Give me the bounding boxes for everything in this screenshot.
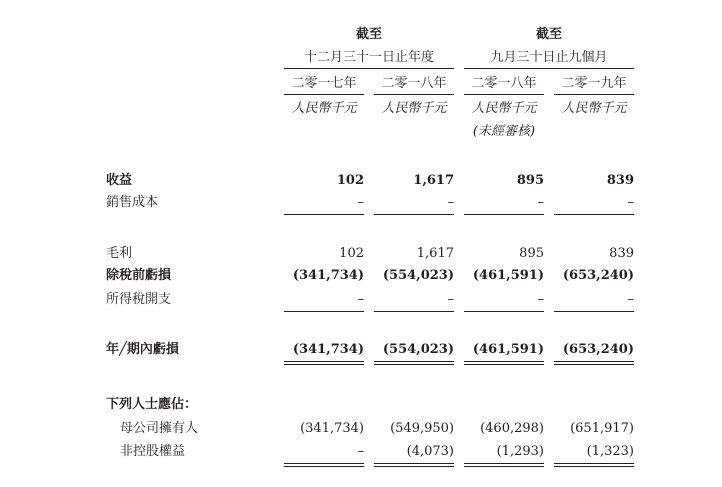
cell-owners-2017: (341,734) — [300, 421, 364, 436]
total-double-rule — [284, 463, 364, 464]
unit-label: 人民幣千元 — [471, 101, 537, 116]
total-double-rule — [554, 361, 634, 362]
subtotal-rule — [374, 214, 454, 215]
total-double-rule — [464, 463, 544, 464]
subtotal-rule — [464, 214, 544, 215]
row-label-income-tax: 所得稅開支 — [106, 292, 172, 307]
total-double-rule — [284, 466, 364, 467]
cell-revenue-2018: 1,617 — [413, 173, 454, 188]
cell-nci-2018: (4,073) — [406, 444, 454, 459]
cell-revenue-2018-9m: 895 — [516, 173, 544, 188]
row-label-non-controlling: 非控股權益 — [120, 444, 186, 459]
cell-gp-2018: 1,617 — [416, 246, 454, 261]
unit-label: 人民幣千元 — [381, 101, 447, 116]
total-double-rule — [464, 364, 544, 365]
total-double-rule — [374, 364, 454, 365]
cell-lbt-2017: (341,734) — [292, 268, 364, 283]
cell-tax-2017: – — [357, 292, 364, 307]
col-header-2019-9m: 二零一九年 — [561, 76, 627, 91]
group1-rule — [284, 68, 454, 69]
row-label-gross-profit: 毛利 — [106, 246, 133, 261]
total-double-rule — [554, 364, 634, 365]
cell-gp-2019-9m: 839 — [609, 246, 634, 261]
total-double-rule — [554, 463, 634, 464]
row-label-owners-of-parent: 母公司擁有人 — [120, 421, 199, 436]
group1-header-line2: 十二月三十一日止年度 — [303, 50, 434, 65]
cell-tax-2018-9m: – — [537, 292, 544, 307]
col-header-2018: 二零一八年 — [381, 76, 447, 91]
total-double-rule — [554, 466, 634, 467]
cell-revenue-2019-9m: 839 — [606, 173, 634, 188]
col-rule — [374, 94, 454, 95]
cell-tax-2018: – — [447, 292, 454, 307]
row-label-revenue: 收益 — [106, 173, 133, 188]
col-header-2018-9m: 二零一八年 — [471, 76, 537, 91]
cell-gp-2018-9m: 895 — [519, 246, 544, 261]
cell-loss-2018-9m: (461,591) — [472, 342, 544, 357]
cell-gp-2017: 102 — [339, 246, 364, 261]
col-header-2017: 二零一七年 — [291, 76, 357, 91]
col-rule — [284, 94, 364, 95]
total-double-rule — [464, 361, 544, 362]
total-double-rule — [464, 466, 544, 467]
col-rule — [464, 94, 544, 95]
cell-owners-2018: (549,950) — [390, 421, 454, 436]
cell-lbt-2018: (554,023) — [382, 268, 454, 283]
total-double-rule — [284, 361, 364, 362]
cell-cost-2018-9m: – — [537, 195, 544, 210]
cell-tax-2019-9m: – — [627, 292, 634, 307]
total-double-rule — [374, 463, 454, 464]
cell-nci-2019-9m: (1,323) — [586, 444, 634, 459]
total-double-rule — [374, 361, 454, 362]
group2-header-line2: 九月三十日止九個月 — [490, 50, 608, 65]
cell-loss-2019-9m: (653,240) — [562, 342, 634, 357]
cell-nci-2017: – — [357, 444, 364, 459]
subtotal-rule — [554, 311, 634, 312]
cell-lbt-2018-9m: (461,591) — [472, 268, 544, 283]
unit-label: 人民幣千元 — [291, 101, 357, 116]
cell-revenue-2017: 102 — [336, 173, 364, 188]
cell-lbt-2019-9m: (653,240) — [562, 268, 634, 283]
cell-cost-2018: – — [447, 195, 454, 210]
col-rule — [554, 94, 634, 95]
row-label-loss-for-period: 年╱期內虧損 — [106, 342, 179, 357]
group2-rule — [464, 68, 634, 69]
cell-nci-2018-9m: (1,293) — [496, 444, 544, 459]
total-double-rule — [374, 466, 454, 467]
group1-header-line1: 截至 — [355, 27, 382, 42]
subtotal-rule — [284, 214, 364, 215]
group2-header-line1: 截至 — [535, 27, 562, 42]
cell-cost-2019-9m: – — [627, 195, 634, 210]
unaudited-note: (未經審核) — [472, 124, 536, 139]
cell-cost-2017: – — [357, 195, 364, 210]
cell-loss-2017: (341,734) — [292, 342, 364, 357]
subtotal-rule — [374, 311, 454, 312]
total-double-rule — [284, 364, 364, 365]
unit-label: 人民幣千元 — [561, 101, 627, 116]
cell-loss-2018: (554,023) — [382, 342, 454, 357]
row-label-loss-before-tax: 除稅前虧損 — [106, 268, 172, 283]
row-label-cost-of-sales: 銷售成本 — [106, 195, 159, 210]
cell-owners-2018-9m: (460,298) — [480, 421, 544, 436]
subtotal-rule — [284, 311, 364, 312]
subtotal-rule — [554, 214, 634, 215]
cell-owners-2019-9m: (651,917) — [570, 421, 634, 436]
subtotal-rule — [464, 311, 544, 312]
row-label-attributable-to: 下列人士應佔： — [106, 397, 198, 412]
